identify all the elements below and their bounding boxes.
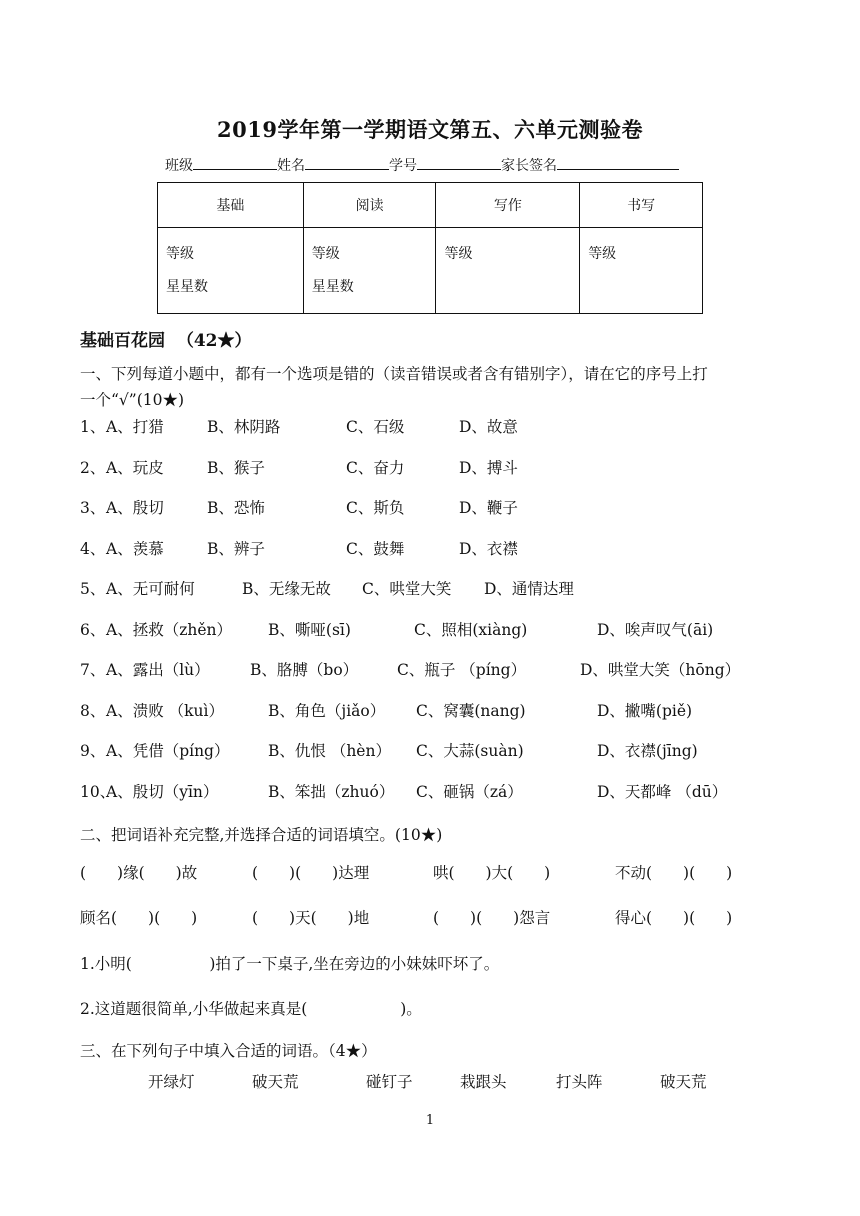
- idiom-blank: 得心( )( ): [615, 909, 733, 927]
- option-c: C、斯负: [346, 499, 405, 517]
- option-d: D、衣襟(jīng): [597, 742, 698, 760]
- row-number: 1、: [80, 418, 106, 436]
- option-c: C、哄堂大笑: [362, 580, 452, 598]
- name-label: 姓名: [277, 158, 305, 174]
- word-option: 打头阵: [556, 1073, 603, 1091]
- idiom-blank: 哄( )大( ): [433, 864, 551, 882]
- option-a: A、羡慕: [106, 540, 164, 558]
- parent-signature-blank: [557, 155, 679, 170]
- option-a: A、殷切: [106, 499, 164, 517]
- option-a: A、无可耐何: [106, 580, 195, 598]
- row-number: 9、: [80, 742, 106, 760]
- option-d: D、故意: [459, 418, 518, 436]
- option-d: D、衣襟: [459, 540, 518, 558]
- q1-instruction-line2: 一个“√”(10★): [80, 391, 185, 409]
- grade-label: 等级: [311, 246, 340, 262]
- grade-label: 等级: [588, 246, 617, 262]
- option-b: B、辨子: [207, 540, 265, 558]
- option-c: C、奋力: [346, 459, 405, 477]
- option-a: A、凭借（píng）: [106, 742, 230, 760]
- row-number: 3、: [80, 499, 106, 517]
- option-b: B、仇恨 （hèn）: [268, 742, 391, 760]
- word-option: 破天荒: [252, 1073, 299, 1091]
- score-table: [157, 182, 703, 314]
- idiom-blank: ( )天( )地: [252, 909, 370, 927]
- score-table-header: [158, 183, 703, 228]
- option-a: A、殷切（yīn）: [106, 783, 219, 801]
- option-b: B、角色（jiǎo）: [268, 702, 386, 720]
- option-a: A、打猎: [106, 418, 164, 436]
- row-number: 7、: [80, 661, 106, 679]
- q1-instruction-line1: 一、下列每道小题中，都有一个选项是错的（读音错误或者含有错别字），请在它的序号上打: [80, 365, 708, 383]
- option-c: C、石级: [346, 418, 405, 436]
- word-option: 开绿灯: [148, 1073, 195, 1091]
- class-blank: [193, 155, 277, 170]
- section-title: 基础百花园: [80, 331, 165, 351]
- option-d: D、搏斗: [459, 459, 518, 477]
- q3-word-bank: [80, 1070, 780, 1094]
- handwriting-cell: [580, 228, 703, 314]
- row-number: 2、: [80, 459, 106, 477]
- idiom-blank: ( )( )达理: [252, 864, 370, 882]
- word-option: 栽跟头: [460, 1073, 507, 1091]
- q2-sentence-2: 2.这道题很简单,小华做起来真是( )。: [80, 1000, 422, 1018]
- header-basics: 基础: [158, 183, 304, 228]
- option-d: D、天都峰 （dū）: [597, 783, 728, 801]
- idiom-blank: 顾名( )( ): [80, 909, 198, 927]
- word-option: 碰钉子: [366, 1073, 413, 1091]
- option-b: B、无缘无故: [242, 580, 331, 598]
- header-writing: 写作: [436, 183, 580, 228]
- option-b: B、恐怖: [207, 499, 265, 517]
- row-number: 4、: [80, 540, 106, 558]
- option-d: D、鞭子: [459, 499, 518, 517]
- option-a: A、玩皮: [106, 459, 164, 477]
- option-a: A、溃败 （kuì）: [106, 702, 224, 720]
- option-b: B、笨拙（zhuó）: [268, 783, 395, 801]
- q2-row: [80, 861, 780, 885]
- option-c: C、鼓舞: [346, 540, 405, 558]
- idiom-blank: ( )( )怨言: [433, 909, 551, 927]
- option-c: C、砸锅（zá）: [416, 783, 523, 801]
- basics-cell: [158, 228, 304, 314]
- section-score: （42★）: [176, 331, 252, 351]
- idiom-blank: ( )缘( )故: [80, 864, 198, 882]
- option-d: D、哄堂大笑（hōng）: [580, 661, 741, 679]
- page-title: 2019学年第一学期语文第五、六单元测验卷: [217, 117, 643, 142]
- row-number: 8、: [80, 702, 106, 720]
- q1-row: [80, 658, 780, 682]
- q1-row: [80, 618, 780, 642]
- student-info-line: [165, 155, 679, 175]
- name-blank: [305, 155, 389, 170]
- row-number: 5、: [80, 580, 106, 598]
- option-a: A、露出（lù）: [106, 661, 210, 679]
- option-b: B、胳膊（bo）: [250, 661, 359, 679]
- option-c: C、大蒜(suàn): [416, 742, 524, 760]
- q2-row: [80, 906, 780, 930]
- row-number: 6、: [80, 621, 106, 639]
- option-c: C、瓶子 （píng）: [397, 661, 527, 679]
- id-blank: [417, 155, 501, 170]
- option-b: B、林阴路: [207, 418, 281, 436]
- header-reading: 阅读: [303, 183, 436, 228]
- parent-signature-label: 家长签名: [501, 158, 557, 174]
- id-label: 学号: [389, 158, 417, 174]
- q1-row: [80, 739, 780, 763]
- stars-label: 星星数: [166, 279, 208, 295]
- option-b: B、嘶哑(sī): [268, 621, 351, 639]
- grade-label: 等级: [166, 246, 194, 262]
- section-heading: [80, 326, 252, 351]
- option-d: D、唉声叹气(āi): [597, 621, 714, 639]
- grade-label: 等级: [444, 246, 473, 262]
- q1-row: [80, 415, 780, 439]
- page-number: 1: [425, 1113, 435, 1128]
- option-d: D、撇嘴(piě): [597, 702, 693, 720]
- option-b: B、猴子: [207, 459, 265, 477]
- header-handwriting: 书写: [580, 183, 703, 228]
- q2-sentence-1: 1.小明( )拍了一下桌子,坐在旁边的小妹妹吓坏了。: [80, 955, 500, 973]
- option-c: C、窝囊(nang): [416, 702, 526, 720]
- q1-row: [80, 456, 780, 480]
- option-d: D、通情达理: [484, 580, 574, 598]
- class-label: 班级: [165, 158, 193, 174]
- score-table-body: [158, 228, 703, 314]
- q1-row: [80, 699, 780, 723]
- word-option: 破天荒: [660, 1073, 707, 1091]
- q1-row: [80, 577, 780, 601]
- row-number: 10、: [80, 783, 116, 801]
- idiom-blank: 不动( )( ): [615, 864, 733, 882]
- q2-instruction: 二、把词语补充完整,并选择合适的词语填空。(10★): [80, 826, 443, 844]
- q3-instruction: 三、在下列句子中填入合适的词语。（4★）: [80, 1042, 377, 1060]
- option-a: A、拯救（zhěn）: [106, 621, 232, 639]
- q1-row: [80, 537, 780, 561]
- q1-row: [80, 496, 780, 520]
- option-c: C、照相(xiàng): [414, 621, 528, 639]
- q1-row: [80, 780, 780, 804]
- reading-cell: [303, 228, 436, 314]
- stars-label: 星星数: [311, 279, 354, 295]
- writing-cell: [436, 228, 580, 314]
